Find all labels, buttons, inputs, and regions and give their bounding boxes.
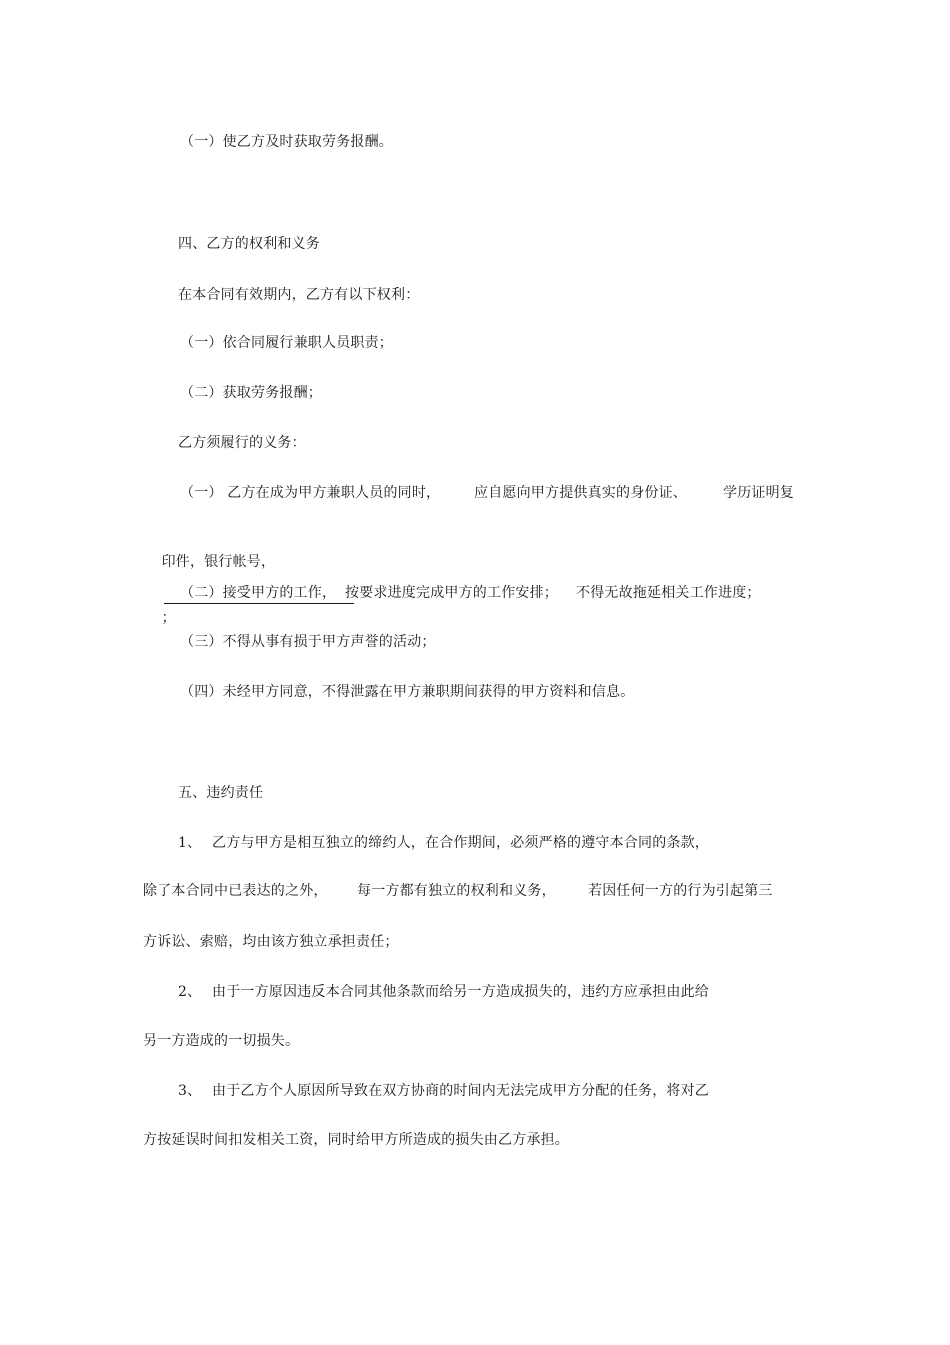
liability-1-cont-part-c: 若因任何一方的行为引起第三 bbox=[588, 883, 773, 899]
liability-2-text: 由于一方原因违反本合同其他条款而给另一方造成损失的，违约方应承担由此给 bbox=[212, 984, 709, 1000]
clause-3-item-1: （一）使乙方及时获取劳务报酬。 bbox=[180, 134, 393, 150]
obligations-intro: 乙方须履行的义务： bbox=[178, 435, 306, 451]
rights-item-2: （二）获取劳务报酬； bbox=[180, 385, 322, 401]
section-5-heading: 五、违约责任 bbox=[178, 785, 264, 801]
bank-account-label: 印件，银行帐号， bbox=[161, 554, 276, 570]
obligation-4: （四）未经甲方同意，不得泄露在甲方兼职期间获得的甲方资料和信息。 bbox=[180, 684, 635, 700]
obligation-1-part-a: （一） 乙方在成为甲方兼职人员的同时， bbox=[180, 485, 441, 501]
liability-1-number: 1、 bbox=[178, 835, 202, 851]
liability-1-cont-2: 方诉讼、索赔，均由该方独立承担责任； bbox=[143, 934, 399, 950]
obligation-1-part-c: 学历证明复 bbox=[723, 485, 794, 501]
rights-item-1: （一）依合同履行兼职人员职责； bbox=[180, 335, 393, 351]
section-4-rights-intro: 在本合同有效期内，乙方有以下权利： bbox=[178, 287, 420, 303]
liability-3-cont: 方按延误时间扣发相关工资，同时给甲方所造成的损失由乙方承担。 bbox=[143, 1132, 569, 1148]
liability-1-cont-part-b: 每一方都有独立的权利和义务， bbox=[357, 883, 556, 899]
liability-2-number: 2、 bbox=[178, 984, 202, 1000]
obligation-1-part-b: 应自愿向甲方提供真实的身份证、 bbox=[474, 485, 687, 501]
liability-1-text: 乙方与甲方是相互独立的缔约人，在合作期间，必须严格的遵守本合同的条款， bbox=[212, 835, 709, 851]
obligation-3: （三）不得从事有损于甲方声誉的活动； bbox=[180, 634, 436, 650]
semicolon: ； bbox=[161, 610, 176, 626]
obligation-2-part-a: （二）接受甲方的工作， bbox=[180, 585, 337, 601]
obligation-2-part-c: 不得无故拖延相关工作进度； bbox=[576, 585, 761, 601]
liability-1-cont-part-a: 除了本合同中已表达的之外， bbox=[143, 883, 328, 899]
liability-2-cont: 另一方造成的一切损失。 bbox=[143, 1033, 300, 1049]
liability-3-text: 由于乙方个人原因所导致在双方协商的时间内无法完成甲方分配的任务，将对乙 bbox=[212, 1083, 709, 1099]
obligation-2-part-b: 按要求进度完成甲方的工作安排； bbox=[345, 585, 558, 601]
liability-3-number: 3、 bbox=[178, 1083, 202, 1099]
section-4-heading: 四、乙方的权利和义务 bbox=[178, 236, 320, 252]
